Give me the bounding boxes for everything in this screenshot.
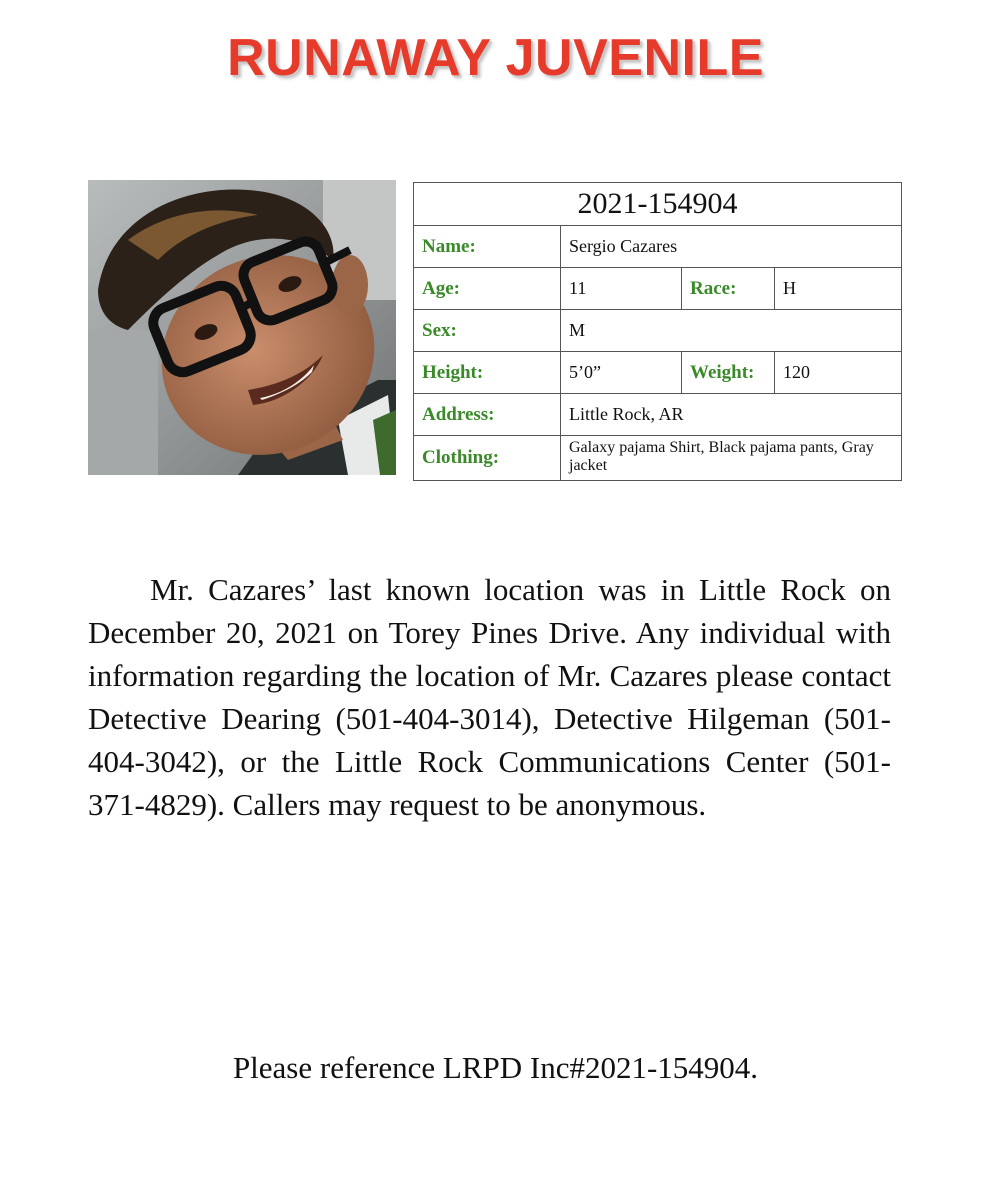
address-value: Little Rock, AR: [561, 394, 902, 436]
case-number: 2021-154904: [414, 183, 902, 226]
info-table: [413, 182, 902, 481]
body-paragraph: Mr. Cazares’ last known location was in Little Rock on December 20, 2021 on Torey Pines Drive. Any individual with information regarding the location of Mr. Cazares please contact Detective Dearing (501-404-3014), Detective Hilgeman (501-404-3042), or the Little Rock Communications Center (501-371-4829). Callers may request to be anonymous.: [88, 572, 891, 822]
reference-line: Please reference LRPD Inc#2021-154904.: [232, 1050, 759, 1085]
page-title: RUNAWAY JUVENILE: [227, 29, 764, 87]
race-label: Race:: [682, 268, 775, 310]
height-label: Height:: [414, 352, 561, 394]
juvenile-photo-image: [88, 180, 396, 475]
age-label: Age:: [414, 268, 561, 310]
name-label: Name:: [414, 226, 561, 268]
clothing-value: Galaxy pajama Shirt, Black pajama pants, Gray jacket: [561, 436, 902, 481]
sex-label: Sex:: [414, 310, 561, 352]
height-value: 5’0”: [561, 352, 682, 394]
juvenile-photo: [88, 180, 396, 475]
race-value: H: [775, 268, 902, 310]
weight-label: Weight:: [682, 352, 775, 394]
name-value: Sergio Cazares: [561, 226, 902, 268]
age-value: 11: [561, 268, 682, 310]
weight-value: 120: [775, 352, 902, 394]
sex-value: M: [561, 310, 902, 352]
address-label: Address:: [414, 394, 561, 436]
clothing-label: Clothing:: [414, 436, 561, 481]
